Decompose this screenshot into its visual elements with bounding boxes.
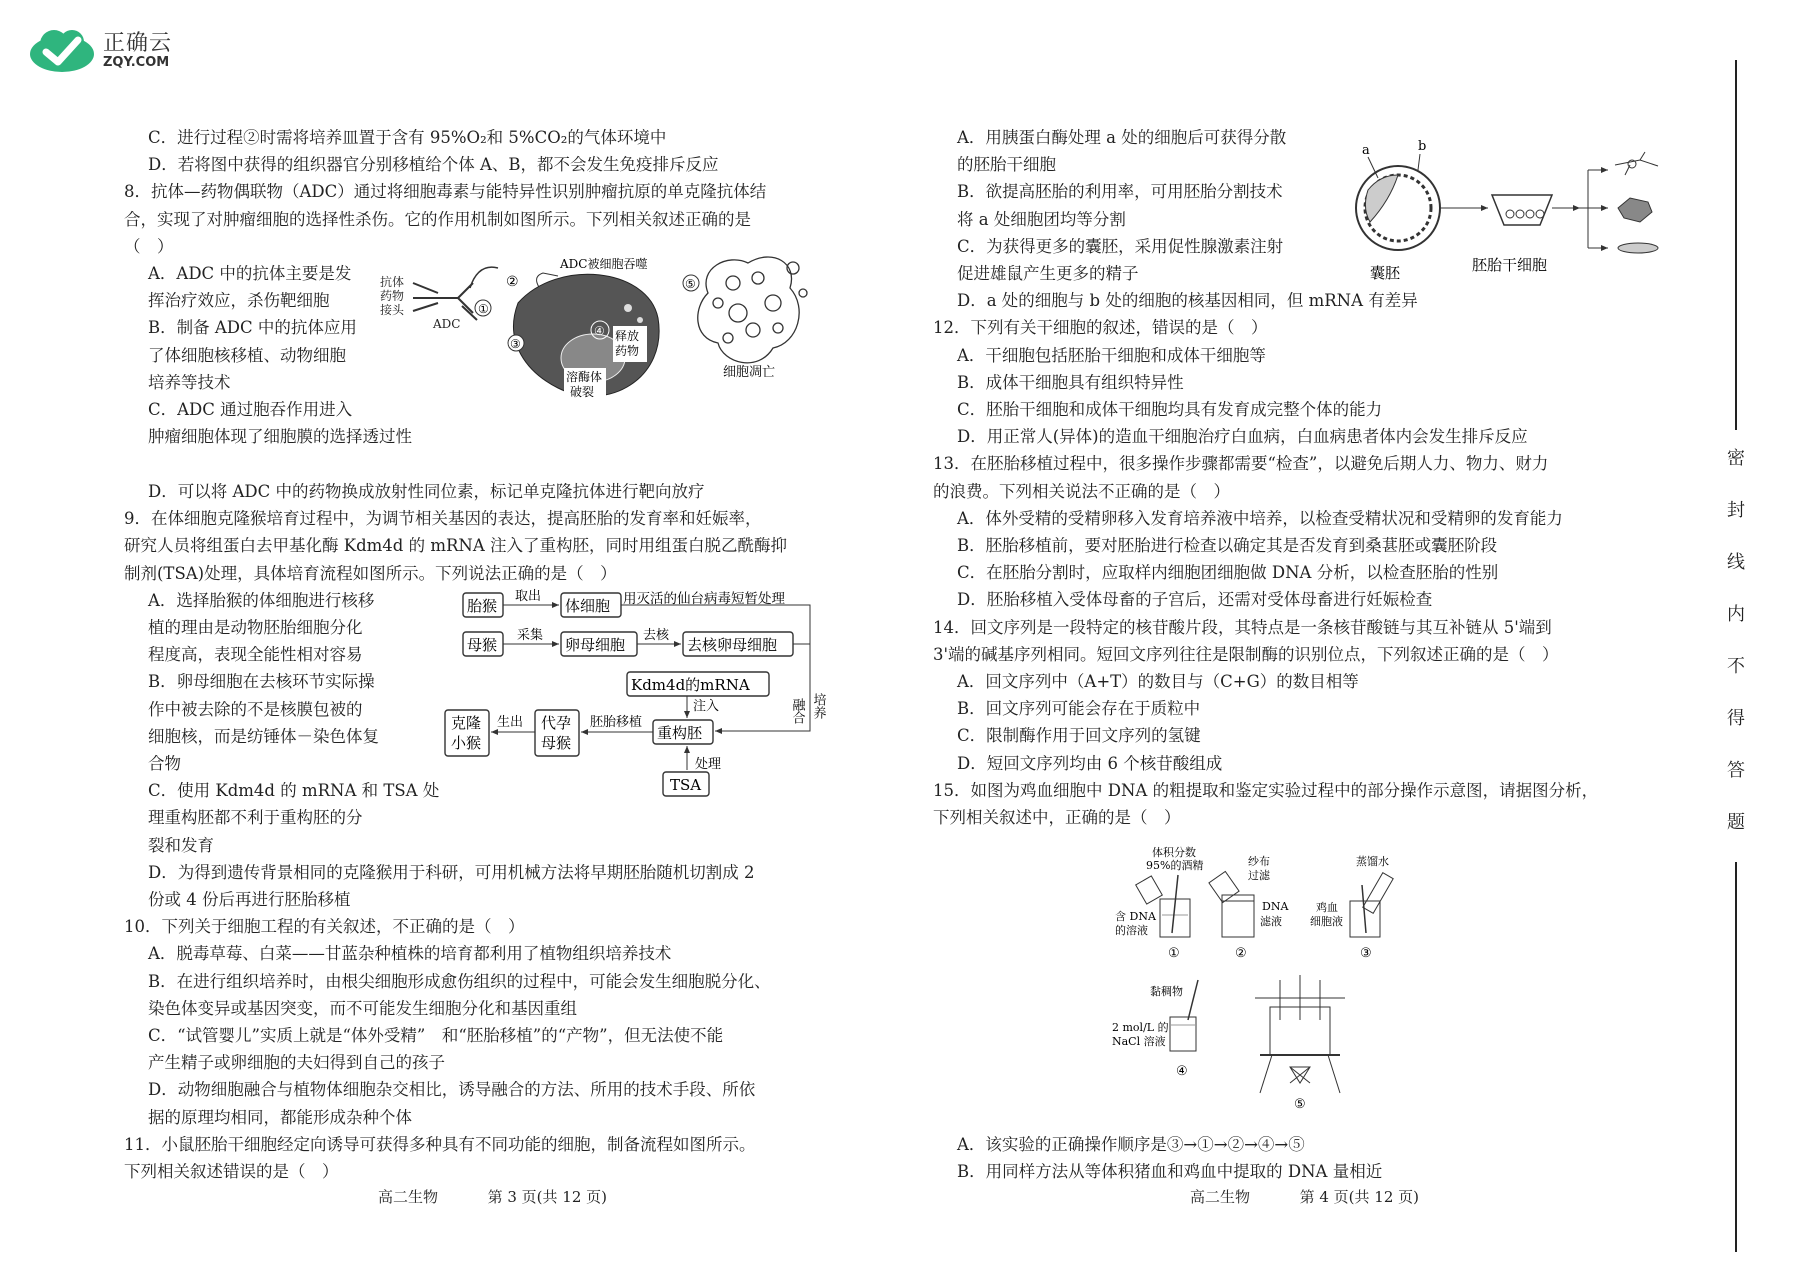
q8-option-line-6: 肿瘤细胞体现了细胞膜的选择透过性: [148, 427, 412, 447]
q9-option-line-2: 程度高，表现全能性相对容易: [148, 645, 363, 665]
right-text-line-19: 下列相关叙述中，正确的是（ ）: [933, 808, 1181, 828]
right-text-line-0: D．a 处的细胞与 b 处的细胞的核基因相同，但 mRNA 有差异: [957, 291, 1418, 311]
flow-clone-2: 小猴: [451, 734, 482, 752]
water-bath-heating-icon: [1255, 975, 1345, 1093]
seal-char: 不: [1727, 656, 1745, 677]
left-tail-line-9: 据的原理均相同，都能形成杂种个体: [148, 1107, 412, 1127]
adc-name-label: ADC: [433, 317, 461, 331]
adc-step-4: ④: [594, 324, 605, 338]
apoptotic-cell-icon: [698, 257, 807, 363]
left-tail-line-4: B．在进行组织培养时，由根尖细胞形成愈伤组织的过程中，可能会发生细胞脱分化、: [148, 971, 771, 991]
right-text-line-8: A．体外受精的受精卵移入发育培养液中培养，以检查受精状况和受精卵的发育能力: [957, 508, 1563, 528]
footer-left-page: 第 3 页(共 12 页): [487, 1188, 607, 1206]
dna-step-2: ②: [1235, 946, 1247, 961]
s1-label-b: 95%的酒精: [1146, 859, 1204, 872]
flow-somatic-cell: 体细胞: [565, 597, 611, 615]
dna-step-4: ④: [1176, 1064, 1188, 1079]
brand-logo: [28, 22, 228, 77]
dna-extraction-figure: [1110, 845, 1440, 1110]
left-tail-line-2: 10．下列关于细胞工程的有关叙述，不正确的是（ ）: [124, 917, 525, 937]
seal-char: 题: [1727, 812, 1745, 833]
s2-label-c: DNA: [1262, 900, 1289, 913]
q11-option-line-1: 的胚胎干细胞: [957, 155, 1056, 175]
cloud-check-icon: [28, 22, 98, 74]
s2-label-d: 滤液: [1260, 915, 1282, 928]
footer-left-subject: 高二生物: [378, 1188, 439, 1206]
right-text-line-11: D．胚胎移植入受体母畜的子宫后，还需对受体母畜进行妊娠检查: [957, 590, 1433, 610]
s3-label-c: 细胞液: [1310, 915, 1343, 928]
brand-name: 正确云: [103, 31, 173, 56]
s4-label-b: 2 mol/L 的: [1112, 1021, 1169, 1034]
adc-lysosome-label-1: 溶酶体: [566, 370, 603, 384]
s3-label-a: 蒸馏水: [1356, 855, 1389, 868]
neuron-cell-icon: [1615, 152, 1658, 175]
q9-option-line-9: 裂和发育: [148, 835, 214, 855]
adc-step-2: ②: [506, 274, 519, 290]
q8-option-line-4: 培养等技术: [148, 372, 231, 392]
q9-option-line-3: B．卵母细胞在去核环节实际操: [148, 672, 375, 692]
left-tail-line-5: 染色体变异或基因突变，而不可能发生细胞分化和基因重组: [148, 998, 577, 1018]
cell-icon-3: [1618, 243, 1658, 253]
seal-char: 答: [1727, 760, 1745, 781]
left-text-line-2: 8．抗体—药物偶联物（ADC）通过将细胞毒素与能特异性识别肿瘤抗原的单克隆抗体结: [124, 182, 767, 202]
s4-label-a: 黏稠物: [1150, 985, 1183, 998]
flow-treat: 处理: [695, 757, 722, 772]
flow-reconstructed-embryo: 重构胚: [657, 724, 703, 742]
brand-domain: ZQY.COM: [103, 55, 170, 70]
flow-inject: 注入: [693, 699, 720, 714]
q11-option-line-5: 促进雄鼠产生更多的精子: [957, 264, 1139, 284]
left-tail-line-8: D．动物细胞融合与植物体细胞杂交相比，诱导融合的方法、所用的技术手段、所依: [148, 1080, 756, 1100]
right-text-line-13: 3'端的碱基序列相同。短回文序列往往是限制酶的识别位点，下列叙述正确的是（ ）: [933, 644, 1559, 664]
q9-option-line-7: C．使用 Kdm4d 的 mRNA 和 TSA 处: [148, 781, 440, 801]
right-text-line-5: D．用正常人(异体)的造血干细胞治疗白血病，白血病患者体内会发生排斥反应: [957, 427, 1528, 447]
q15-option-line-1: B．用同样方法从等体积猪血和鸡血中提取的 DNA 量相近: [957, 1162, 1383, 1182]
seal-line-bottom: [1735, 862, 1737, 1252]
right-text-line-6: 13．在胚胎移植过程中，很多操作步骤都需要“检查”，以避免后期人力、物力、财力: [933, 454, 1549, 474]
esc-label: 胚胎干细胞: [1472, 256, 1548, 274]
right-text-line-4: C．胚胎干细胞和成体干细胞均具有发育成完整个体的能力: [957, 400, 1383, 420]
flow-surrogate-2: 母猴: [541, 734, 572, 752]
left-tail-line-1: 份或 4 份后再进行胚胎移植: [148, 890, 351, 910]
dna-step-3: ③: [1360, 946, 1372, 961]
flow-fetal-monkey: 胎猴: [467, 597, 498, 615]
flow-enucleated-oocyte: 去核卵母细胞: [687, 636, 778, 654]
right-text-line-7: 的浪费。下列相关说法不正确的是（ ）: [933, 481, 1230, 501]
q9-option-line-6: 合物: [148, 754, 181, 774]
flow-clone-1: 克隆: [451, 714, 482, 732]
s1-label-a: 体积分数: [1152, 846, 1196, 859]
seal-char: 内: [1727, 604, 1745, 625]
q9-text-line-2: 制剂(TSA)处理，具体培育流程如图所示。下列说法正确的是（ ）: [124, 563, 617, 583]
footer-right-page: 第 4 页(共 12 页): [1299, 1188, 1419, 1206]
cell-icon-2: [1618, 198, 1652, 222]
right-text-line-14: A．回文序列中（A+T）的数目与（C+G）的数目相等: [957, 672, 1359, 692]
q11-option-line-0: A．用胰蛋白酶处理 a 处的细胞后可获得分散: [957, 128, 1287, 147]
adc-step-3: ③: [510, 337, 521, 351]
s1-label-c: 含 DNA: [1115, 910, 1156, 923]
flow-collect: 采集: [517, 628, 544, 643]
left-text-line-0: C．进行过程②时需将培养皿置于含有 95%O₂和 5%CO₂的气体环境中: [148, 128, 667, 147]
adc-step-5: ⑤: [685, 277, 696, 291]
left-tail-line-3: A．脱毒草莓、白菜——甘蓝杂种植株的培育都利用了植物组织培养技术: [148, 944, 672, 964]
q11-option-line-2: B．欲提高胚胎的利用率，可用胚胎分割技术: [957, 182, 1283, 202]
flow-tsa: TSA: [670, 776, 702, 794]
flow-oocyte: 卵母细胞: [565, 636, 626, 654]
flow-culture: 培养: [810, 693, 826, 719]
label-a: a: [1362, 143, 1370, 158]
q9-text-line-0: 9．在体细胞克隆猴培育过程中，为调节相关基因的表达，提高胚胎的发育率和妊娠率，: [124, 509, 762, 529]
adc-step-1: ①: [478, 302, 489, 316]
adc-molecule-icon: [413, 283, 477, 320]
seal-char: 封: [1727, 500, 1745, 521]
left-tail-line-7: 产生精子或卵细胞的夫妇得到自己的孩子: [148, 1053, 445, 1073]
left-tail-line-11: 下列相关叙述错误的是（ ）: [124, 1162, 339, 1182]
left-tail-line-6: C．“试管婴儿”实质上就是“体外受精” 和“胚胎移植”的“产物”，但无法使不能: [148, 1026, 724, 1046]
label-b: b: [1418, 139, 1427, 154]
q8-option-line-2: B．制备 ADC 中的抗体应用: [148, 318, 357, 338]
clone-monkey-flowchart: [425, 588, 840, 800]
q11-option-line-3: 将 a 处细胞团均等分割: [957, 209, 1126, 229]
footer-left: [378, 1186, 607, 1207]
flow-fusion: 融合: [789, 698, 805, 724]
right-text-line-9: B．胚胎移植前，要对胚胎进行检查以确定其是否发育到桑葚胚或囊胚阶段: [957, 536, 1498, 556]
flow-born: 生出: [497, 715, 524, 730]
s4-label-c: NaCl 溶液: [1112, 1035, 1166, 1048]
adc-drug-label: 药物: [380, 289, 405, 303]
left-text-line-4: （ ）: [124, 236, 174, 256]
blastocyst-figure: [1340, 130, 1662, 280]
adc-release-label-1: 释放: [615, 329, 640, 343]
dna-step-5: ⑤: [1294, 1097, 1306, 1110]
left-tail-line-10: 11．小鼠胚胎干细胞经定向诱导可获得多种具有不同功能的细胞，制备流程如图所示。: [124, 1134, 756, 1154]
s2-label-b: 过滤: [1248, 869, 1270, 882]
flow-surrogate-1: 代孕: [541, 714, 572, 732]
right-text-line-16: C．限制酶作用于回文序列的氢键: [957, 726, 1201, 746]
left-text-line-3: 合，实现了对肿瘤细胞的选择性杀伤。它的作用机制如图所示。下列相关叙述正确的是: [124, 209, 751, 229]
dna-step-1: ①: [1168, 946, 1180, 961]
q8-option-line-3: 了体细胞核移植、动物细胞: [148, 345, 346, 365]
s2-label-a: 纱布: [1248, 855, 1270, 868]
left-text-line-1: D．若将图中获得的组织器官分别移植给个体 A、B，都不会发生免疫排斥反应: [148, 155, 719, 175]
q11-option-line-4: C．为获得更多的囊胚，采用促性腺激素注射: [957, 236, 1284, 256]
flow-enucleate: 去核: [643, 628, 670, 643]
footer-right: [1190, 1186, 1419, 1207]
q9-option-line-1: 植的理由是动物胚胎细胞分化: [148, 618, 363, 638]
right-text-line-2: A．干细胞包括胚胎干细胞和成体干细胞等: [957, 345, 1266, 365]
seal-line-top: [1735, 60, 1737, 430]
flow-take-out: 取出: [515, 589, 542, 604]
adc-release-label-2: 药物: [615, 344, 640, 358]
q9-option-line-8: 理重构胚都不利于重构胚的分: [148, 808, 363, 828]
q9-option-line-0: A．选择胎猴的体细胞进行核移: [148, 590, 375, 610]
q15-option-line-0: A．该实验的正确操作顺序是③→①→②→④→⑤: [957, 1135, 1305, 1155]
q8-option-line-5: C．ADC 通过胞吞作用进入: [148, 400, 353, 420]
right-text-line-15: B．回文序列可能会存在于质粒中: [957, 699, 1201, 719]
flow-sendai-virus: 用灭活的仙台病毒短暂处理: [623, 591, 785, 607]
flow-mother-monkey: 母猴: [467, 636, 498, 654]
right-text-line-3: B．成体干细胞具有组织特异性: [957, 372, 1184, 392]
q9-option-line-4: 作中被去除的不是核膜包被的: [148, 699, 363, 719]
seal-char: 线: [1727, 552, 1745, 573]
q9-text-line-1: 研究人员将组蛋白去甲基化酶 Kdm4d 的 mRNA 注入了重构胚，同时用组蛋白脱乙酰酶抑: [124, 536, 787, 556]
blastocyst-label: 囊胚: [1370, 264, 1401, 280]
right-text-line-1: 12．下列有关干细胞的叙述，错误的是（ ）: [933, 318, 1268, 338]
footer-right-subject: 高二生物: [1190, 1188, 1251, 1206]
q9-option-line-5: 细胞核，而是纺锤体－染色体复: [148, 726, 379, 746]
flow-embryo-transfer: 胚胎移植: [590, 715, 643, 730]
seal-char: 得: [1727, 708, 1745, 729]
s3-label-b: 鸡血: [1316, 901, 1338, 914]
q8-option-line-7: D．可以将 ADC 中的药物换成放射性同位素，标记单克隆抗体进行靶向放疗: [148, 482, 705, 502]
flow-mrna: Kdm4d的mRNA: [631, 676, 750, 694]
right-text-line-12: 14．回文序列是一段特定的核苷酸片段，其特点是一条核苷酸链与其互补链从 5'端到: [933, 617, 1552, 637]
right-text-line-17: D．短回文序列均由 6 个核苷酸组成: [957, 753, 1223, 773]
apoptosis-label: 细胞凋亡: [723, 365, 776, 380]
right-text-line-10: C．在胚胎分割时，应取样内细胞团细胞做 DNA 分析，以检查胚胎的性别: [957, 563, 1499, 583]
adc-engulfed-label: ADC被细胞吞噬: [560, 257, 648, 271]
adc-linker-label: 接头: [380, 303, 405, 317]
s1-label-d: 的溶液: [1115, 924, 1148, 937]
adc-lysosome-label-2: 破裂: [570, 385, 595, 399]
right-text-line-18: 15．如图为鸡血细胞中 DNA 的粗提取和鉴定实验过程中的部分操作示意图，请据图分析，: [933, 780, 1599, 800]
seal-char: 密: [1727, 448, 1745, 469]
q8-option-line-1: 挥治疗效应，杀伤靶细胞: [148, 291, 330, 311]
q8-option-line-0: A．ADC 中的抗体主要是发: [148, 264, 352, 284]
adc-antibody-label: 抗体: [380, 275, 405, 289]
left-tail-line-0: D．为得到遗传背景相同的克隆猴用于科研，可用机械方法将早期胚胎随机切割成 2: [148, 862, 755, 882]
adc-mechanism-figure: [378, 248, 828, 408]
